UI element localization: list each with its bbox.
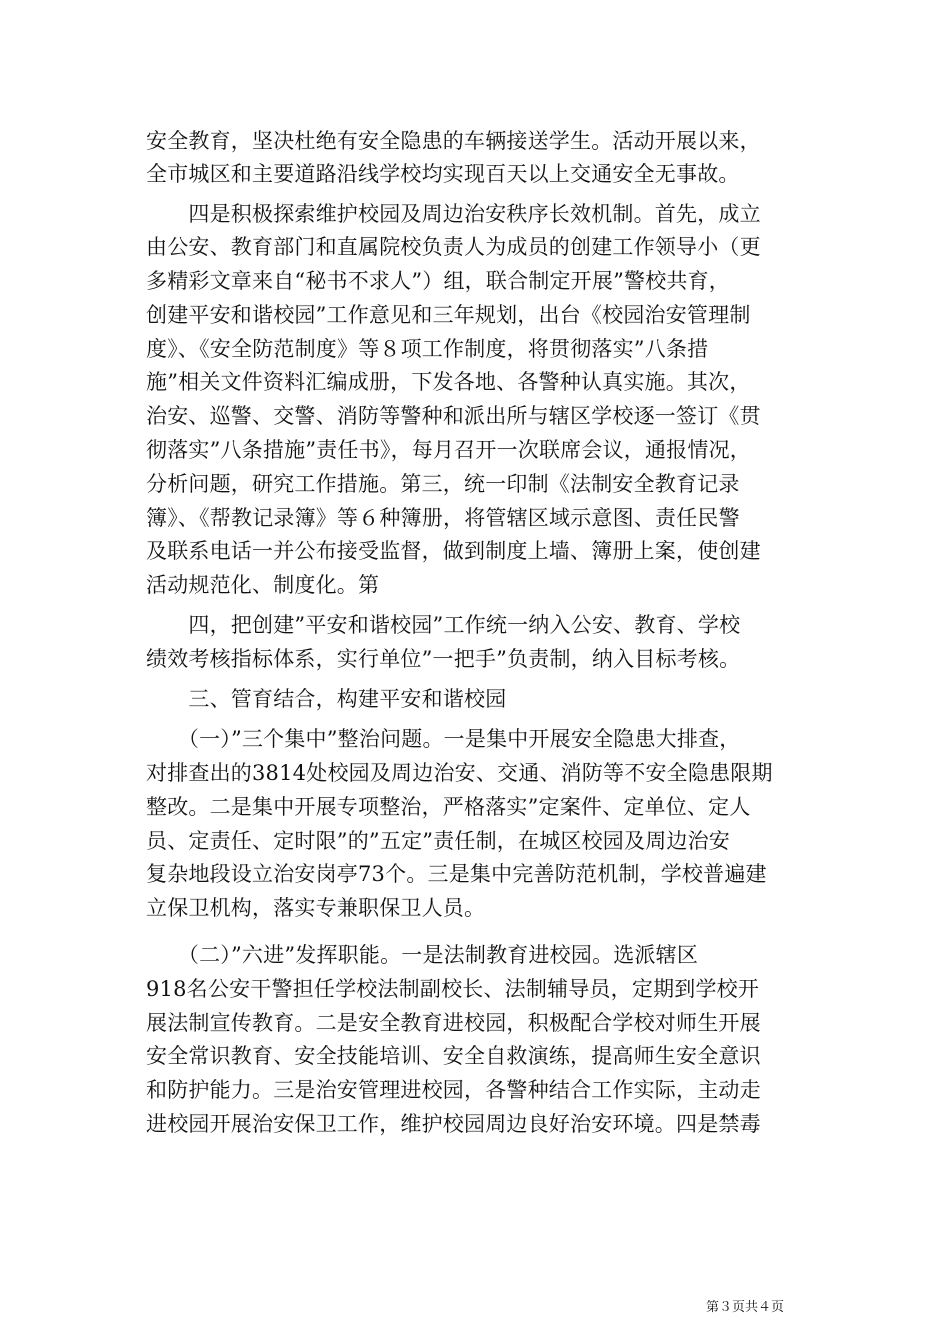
text-line: 多精彩文章来自“秘书不求人”）组，联合制定开展”警校共育， bbox=[146, 269, 731, 293]
text-line: 簿》、《帮教记录簿》等６种簿册，将管辖区域示意图、责任民警 bbox=[146, 506, 740, 530]
text-line: 活动规范化、制度化。第 bbox=[146, 573, 380, 597]
text-line: 整改。二是集中开展专项整治，严格落实”定案件、定单位、定人 bbox=[146, 795, 751, 819]
text-line: 治安、巡警、交警、消防等警种和派出所与辖区学校逐一签订《贯 bbox=[146, 404, 761, 428]
text-line: 立保卫机构，落实专兼职保卫人员。 bbox=[146, 896, 486, 920]
text-line: 进校园开展治安保卫工作，维护校园周边良好治安环境。四是禁毒 bbox=[146, 1112, 761, 1136]
text-line: 四是积极探索维护校园及周边治安秩序长效机制。首先，成立 bbox=[146, 202, 761, 226]
page-number: 第３页共４页 bbox=[706, 1300, 785, 1315]
text-line: 及联系电话一并公布接受监督，做到制度上墙、簿册上案，使创建 bbox=[146, 539, 761, 563]
text-line: 展法制宣传教育。二是安全教育进校园，积极配合学校对师生开展 bbox=[146, 1011, 761, 1035]
text-line: （一）”三个集中”整治问题。一是集中开展安全隐患大排查， bbox=[146, 727, 741, 751]
text-line: 施”相关文件资料汇编成册，下发各地、各警种认真实施。其次， bbox=[146, 370, 751, 394]
text-line: 绩效考核指标体系，实行单位”一把手”负责制，纳入目标考核。 bbox=[146, 647, 741, 671]
text-line: 复杂地段设立治安岗亭73个。三是集中完善防范机制，学校普遍建 bbox=[146, 862, 767, 886]
text-line: 分析问题，研究工作措施。第三，统一印制《法制安全教育记录 bbox=[146, 472, 740, 496]
text-line: 对排查出的3814处校园及周边治安、交通、消防等不安全隐患限期 bbox=[146, 761, 773, 785]
text-line: 安全教育，坚决杜绝有安全隐患的车辆接送学生。活动开展以来， bbox=[146, 129, 761, 153]
text-line: （二）”六进”发挥职能。一是法制教育进校园。选派辖区 bbox=[146, 943, 699, 967]
text-line: 由公安、教育部门和直属院校负责人为成员的创建工作领导小（更 bbox=[146, 235, 761, 259]
text-line: 安全常识教育、安全技能培训、安全自救演练，提高师生安全意识 bbox=[146, 1044, 761, 1068]
text-line: 创建平安和谐校园”工作意见和三年规划，出台《校园治安管理制 bbox=[146, 303, 751, 327]
text-line: 全市城区和主要道路沿线学校均实现百天以上交通安全无事故。 bbox=[146, 162, 740, 186]
text-line: 度》、《安全防范制度》等８项工作制度，将贯彻落实”八条措 bbox=[146, 337, 709, 361]
text-line: 员、定责任、定时限”的”五定”责任制，在城区校园及周边治安 bbox=[146, 829, 731, 853]
text-line: 四，把创建”平安和谐校园”工作统一纳入公安、教育、学校 bbox=[146, 613, 741, 637]
text-line: 彻落实”八条措施”责任书》，每月召开一次联席会议，通报情况， bbox=[146, 438, 751, 462]
text-line: 和防护能力。三是治安管理进校园，各警种结合工作实际，主动走 bbox=[146, 1078, 761, 1102]
text-line: 918名公安干警担任学校法制副校长、法制辅导员，定期到学校开 bbox=[146, 977, 760, 1001]
section-heading: 三、管育结合，构建平安和谐校园 bbox=[146, 687, 507, 711]
